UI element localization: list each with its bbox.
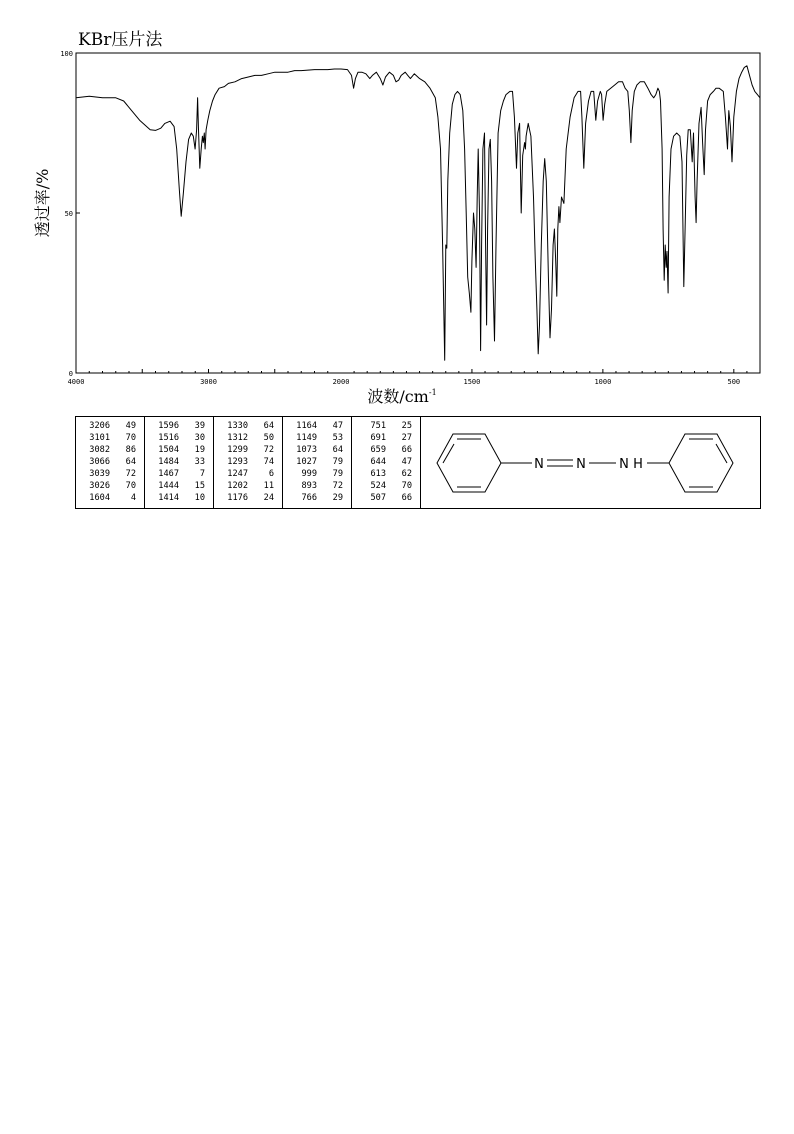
- peak-wavenumber: 751: [370, 421, 386, 431]
- peak-wavenumber: 507: [370, 493, 386, 503]
- peak-wavenumber: 691: [370, 433, 386, 443]
- ir-spectrum-chart: [0, 0, 794, 410]
- x-tick-label: 2000: [332, 378, 350, 386]
- peak-wavenumber: 1027: [296, 457, 317, 467]
- x-tick-label: 4000: [67, 378, 85, 386]
- x-tick-label: 3000: [200, 378, 217, 386]
- peak-transmittance: 53: [332, 433, 343, 443]
- y-tick-label: 100: [60, 50, 73, 58]
- peak-wavenumber: 3026: [89, 481, 110, 491]
- peak-row: [214, 468, 282, 480]
- peak-transmittance: 6: [268, 469, 274, 479]
- peak-transmittance: 30: [194, 433, 205, 443]
- peak-row: [283, 444, 351, 456]
- peak-transmittance: 70: [401, 481, 412, 491]
- peak-row: [214, 480, 282, 492]
- atom-n2: N: [576, 457, 586, 472]
- x-tick-label: 1500: [463, 378, 481, 386]
- peak-wavenumber: 3039: [89, 469, 110, 479]
- x-axis-label-superscript: -1: [428, 388, 437, 397]
- peak-transmittance: 39: [194, 421, 205, 431]
- peak-row: [214, 456, 282, 468]
- x-axis-label: 波数$/cm^{-1}$: [367, 387, 437, 406]
- peak-transmittance: 66: [401, 445, 412, 455]
- peak-transmittance: 72: [263, 445, 274, 455]
- peak-wavenumber: 1149: [296, 433, 317, 443]
- peak-row: [76, 492, 144, 504]
- peak-transmittance: 4: [130, 493, 136, 503]
- peak-transmittance: 79: [332, 469, 343, 479]
- peak-wavenumber: 1516: [158, 433, 179, 443]
- peak-wavenumber: 1330: [227, 421, 248, 431]
- y-axis-label: 透过率/%: [33, 168, 52, 238]
- peak-row: [352, 480, 420, 492]
- peak-transmittance: 64: [263, 421, 274, 431]
- peak-transmittance: 24: [263, 493, 274, 503]
- peak-row: [214, 492, 282, 504]
- peak-row: [283, 468, 351, 480]
- peak-row: [145, 456, 213, 468]
- peak-wavenumber: 1504: [158, 445, 179, 455]
- peak-transmittance: 74: [263, 457, 274, 467]
- chart-title: KBr压片法: [78, 30, 163, 50]
- peak-transmittance: 47: [332, 421, 343, 431]
- benzene-ring-left: [437, 434, 501, 492]
- peak-wavenumber: 3082: [89, 445, 110, 455]
- peak-transmittance: 10: [194, 493, 205, 503]
- peak-transmittance: 15: [194, 481, 205, 491]
- peak-row: [145, 492, 213, 504]
- peak-row: [352, 432, 420, 444]
- peak-wavenumber: 3206: [89, 421, 110, 431]
- peak-transmittance: 72: [125, 469, 136, 479]
- peak-transmittance: 47: [401, 457, 412, 467]
- atom-n1: N: [534, 457, 544, 472]
- peak-wavenumber: 659: [370, 445, 386, 455]
- peak-wavenumber: 1444: [158, 481, 179, 491]
- peak-wavenumber: 766: [301, 493, 317, 503]
- peak-row: [214, 420, 282, 432]
- peak-wavenumber: 1484: [158, 457, 179, 467]
- benzene-ring-right: [669, 434, 733, 492]
- peak-row: [76, 420, 144, 432]
- peak-transmittance: 50: [263, 433, 274, 443]
- peak-transmittance: 62: [401, 469, 412, 479]
- peak-row: [214, 444, 282, 456]
- x-axis: [68, 369, 747, 386]
- peak-transmittance: 19: [194, 445, 205, 455]
- peak-transmittance: 64: [125, 457, 136, 467]
- peak-wavenumber: 1247: [227, 469, 248, 479]
- peak-wavenumber: 999: [301, 469, 317, 479]
- peak-row: [145, 468, 213, 480]
- plot-frame: [76, 53, 760, 373]
- peak-row: [352, 468, 420, 480]
- peak-transmittance: 79: [332, 457, 343, 467]
- peak-row: [283, 420, 351, 432]
- peak-column: [214, 417, 283, 508]
- spectrum-series-line: [76, 66, 760, 360]
- peak-wavenumber: 1202: [227, 481, 248, 491]
- peak-transmittance: 72: [332, 481, 343, 491]
- peak-transmittance: 66: [401, 493, 412, 503]
- x-tick-label: 500: [727, 378, 741, 386]
- peak-row: [283, 432, 351, 444]
- peak-row: [352, 420, 420, 432]
- peak-row: [145, 444, 213, 456]
- peak-row: [76, 456, 144, 468]
- peak-row: [283, 480, 351, 492]
- peak-wavenumber: 3066: [89, 457, 110, 467]
- molecule-structure: [421, 417, 760, 508]
- peak-transmittance: 29: [332, 493, 343, 503]
- peak-wavenumber: 644: [370, 457, 386, 467]
- peak-transmittance: 70: [125, 433, 136, 443]
- y-tick-label: 0: [68, 370, 73, 378]
- peak-wavenumber: 1414: [158, 493, 179, 503]
- peak-wavenumber: 3101: [89, 433, 110, 443]
- peak-transmittance: 86: [125, 445, 136, 455]
- peak-transmittance: 7: [199, 469, 205, 479]
- peak-wavenumber: 1299: [227, 445, 248, 455]
- peak-table: [75, 416, 761, 509]
- peak-transmittance: 27: [401, 433, 412, 443]
- atom-n3: N: [619, 457, 629, 472]
- peak-transmittance: 11: [263, 481, 274, 491]
- y-tick-label: 50: [64, 210, 73, 218]
- peak-wavenumber: 1312: [227, 433, 248, 443]
- peak-wavenumber: 524: [370, 481, 386, 491]
- peak-wavenumber: 1176: [227, 493, 248, 503]
- peak-transmittance: 70: [125, 481, 136, 491]
- x-tick-label: 1000: [594, 378, 612, 386]
- peak-row: [145, 420, 213, 432]
- peak-transmittance: 33: [194, 457, 205, 467]
- peak-column: [145, 417, 214, 508]
- peak-wavenumber: 893: [301, 481, 317, 491]
- peak-row: [352, 456, 420, 468]
- peak-row: [352, 444, 420, 456]
- peak-wavenumber: 1604: [89, 493, 110, 503]
- peak-wavenumber: 1073: [296, 445, 317, 455]
- peak-transmittance: 64: [332, 445, 343, 455]
- peak-row: [76, 444, 144, 456]
- peak-row: [283, 492, 351, 504]
- peak-column: [352, 417, 421, 508]
- peak-column: [76, 417, 145, 508]
- peak-wavenumber: 1293: [227, 457, 248, 467]
- peak-row: [283, 456, 351, 468]
- peak-row: [145, 480, 213, 492]
- peak-transmittance: 25: [401, 421, 412, 431]
- atom-h: H: [633, 457, 643, 472]
- peak-wavenumber: 1596: [158, 421, 179, 431]
- peak-row: [352, 492, 420, 504]
- peak-row: [76, 480, 144, 492]
- peak-row: [145, 432, 213, 444]
- peak-row: [76, 432, 144, 444]
- y-axis: [60, 50, 80, 378]
- peak-wavenumber: 1467: [158, 469, 179, 479]
- double-bond-n-n: [547, 460, 573, 466]
- peak-wavenumber: 613: [370, 469, 386, 479]
- peak-transmittance: 49: [125, 421, 136, 431]
- peak-wavenumber: 1164: [296, 421, 317, 431]
- peak-row: [214, 432, 282, 444]
- peak-row: [76, 468, 144, 480]
- peak-column: [283, 417, 352, 508]
